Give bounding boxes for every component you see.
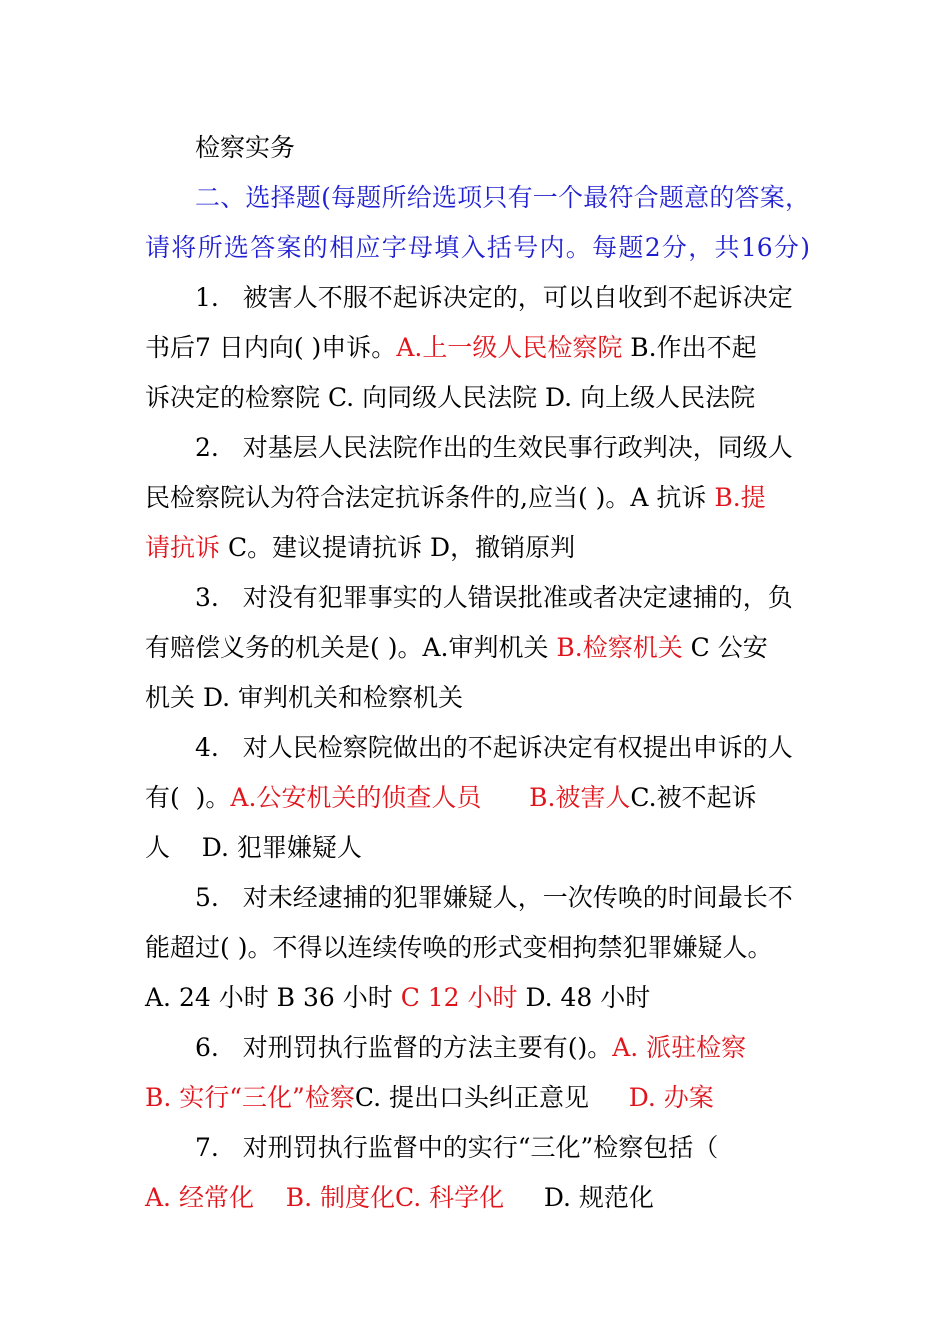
- line-text: [195, 283, 793, 312]
- line-text: [145, 933, 772, 962]
- question-line: [145, 928, 810, 968]
- question-line: [145, 478, 810, 518]
- question-text: 5. 对未经逮捕的犯罪嫌疑人，一次传唤的时间最长不: [195, 883, 793, 912]
- question-line: [195, 278, 810, 318]
- line-text: [145, 1083, 714, 1112]
- line-text: [145, 633, 768, 662]
- section-heading-line-1: 二、选择题(每题所给选项只有一个最符合题意的答案，: [195, 183, 810, 212]
- question-text: B.作出不起: [622, 333, 757, 362]
- line-text: [145, 833, 362, 862]
- question-text: C 公安: [682, 633, 768, 662]
- question-line: [145, 678, 810, 718]
- line-text: [145, 383, 755, 412]
- question-text: C. 提出口头纠正意见: [354, 1083, 629, 1112]
- line-text: [195, 1133, 718, 1162]
- question-text: 6. 对刑罚执行监督的方法主要有()。: [195, 1033, 613, 1062]
- question-text: 书后7 日内向( )申诉。: [145, 333, 397, 362]
- line-text: [145, 483, 766, 512]
- question-line: [145, 1078, 810, 1118]
- answer-text: B.提: [714, 483, 766, 512]
- question-text: C.被不起诉: [630, 783, 757, 812]
- line-text: [145, 783, 757, 812]
- question-text: D. 48 小时: [517, 983, 651, 1012]
- question-line: [195, 428, 810, 468]
- question-text: 机关 D. 审判机关和检察机关: [145, 683, 463, 712]
- line-text: [195, 733, 793, 762]
- question-text: 人 D. 犯罪嫌疑人: [145, 833, 362, 862]
- line-text: [145, 1183, 654, 1212]
- line-text: [145, 533, 575, 562]
- question-text: A. 24 小时 B 36 小时: [145, 983, 401, 1012]
- answer-text: A. 派驻检察: [612, 1033, 747, 1062]
- line-text: [145, 983, 650, 1012]
- answer-text: B.检察机关: [556, 633, 683, 662]
- line-text: [195, 583, 793, 612]
- question-text: 民检察院认为符合法定抗诉条件的,应当( )。A 抗诉: [145, 483, 715, 512]
- line-text: [145, 333, 757, 362]
- question-line: [145, 1178, 810, 1218]
- question-text: 诉决定的检察院 C. 向同级人民法院 D. 向上级人民法院: [145, 383, 756, 412]
- question-text: 2. 对基层人民法院作出的生效民事行政判决，同级人: [195, 433, 793, 462]
- line-text: [195, 433, 793, 462]
- question-line: [195, 1128, 810, 1168]
- question-line: [195, 1028, 810, 1068]
- line-text: [195, 883, 793, 912]
- question-line: [145, 528, 810, 568]
- question-line: [145, 628, 810, 668]
- answer-text: 请抗诉: [145, 533, 221, 562]
- question-text: 有赔偿义务的机关是( )。A.审判机关: [145, 633, 557, 662]
- answer-text: A. 经常化 B. 制度化C. 科学化: [145, 1183, 505, 1212]
- question-line: [195, 578, 810, 618]
- question-text: 1. 被害人不服不起诉决定的，可以自收到不起诉决定: [195, 283, 793, 312]
- question-line: [145, 328, 810, 368]
- question-text: 4. 对人民检察院做出的不起诉决定有权提出申诉的人: [195, 733, 793, 762]
- question-text: 有( )。: [145, 783, 231, 812]
- answer-text: C 12 小时: [400, 983, 518, 1012]
- answer-text: B. 实行“三化”检察: [145, 1083, 355, 1112]
- question-text: D. 规范化: [504, 1183, 654, 1212]
- question-line: [145, 378, 810, 418]
- question-text: 能超过( )。不得以连续传唤的形式变相拘禁犯罪嫌疑人。: [145, 933, 773, 962]
- doc-title: 检察实务: [195, 133, 296, 162]
- answer-text: D. 办案: [628, 1083, 714, 1112]
- question-line: [145, 978, 810, 1018]
- question-line: [145, 778, 810, 818]
- question-line: [195, 728, 810, 768]
- answer-text: A.上一级人民检察院: [396, 333, 623, 362]
- question-text: C。建议提请抗诉 D，撤销原判: [220, 533, 576, 562]
- question-text: 3. 对没有犯罪事实的人错误批准或者决定逮捕的，负: [195, 583, 793, 612]
- question-line: [195, 878, 810, 918]
- line-text: [145, 683, 463, 712]
- question-text: 7. 对刑罚执行监督中的实行“三化”检察包括（: [195, 1133, 719, 1162]
- section-heading-line-2: 请将所选答案的相应字母填入括号内。每题2分，共16分): [145, 233, 810, 262]
- answer-text: A.公安机关的侦查人员 B.被害人: [230, 783, 631, 812]
- question-line: [145, 828, 810, 868]
- line-text: [195, 1033, 746, 1062]
